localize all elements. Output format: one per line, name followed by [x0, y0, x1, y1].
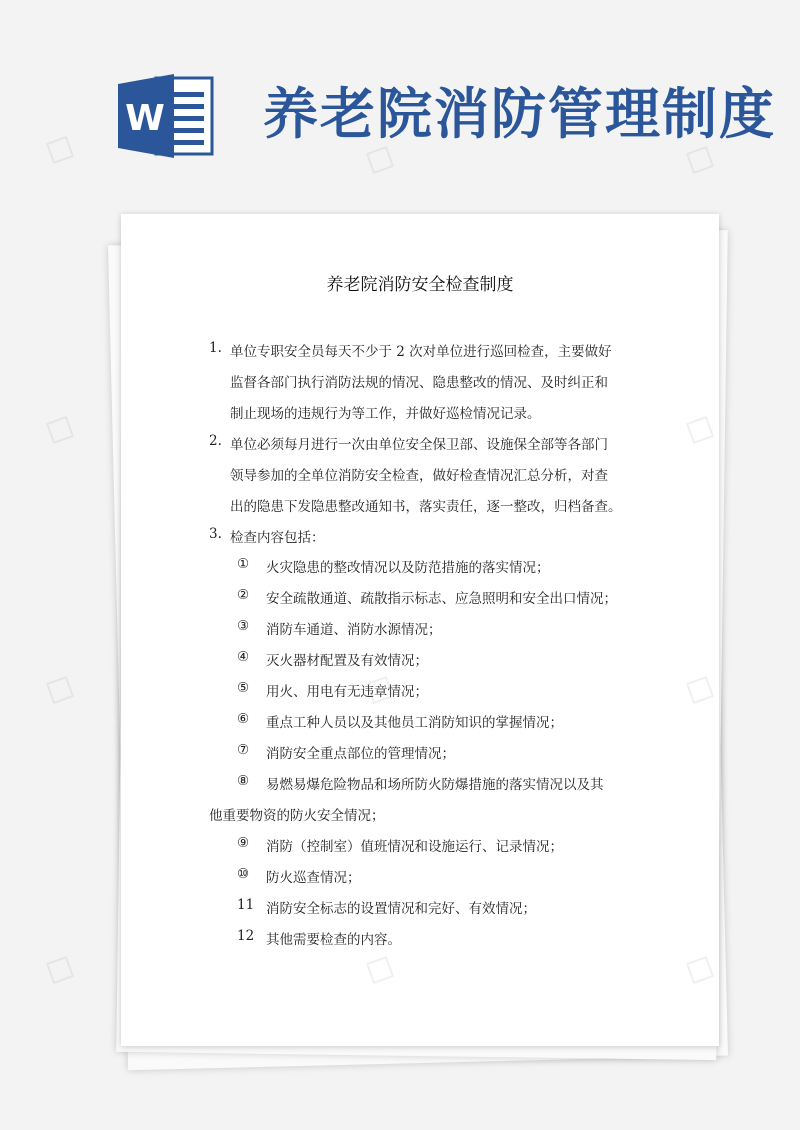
- subitem-mark: ⑥: [237, 711, 250, 727]
- subitem-text: 灭火器材配置及有效情况；: [266, 653, 428, 669]
- item-text-line: 单位必须每月进行一次由单位安全保卫部、设施保全部等各部门: [230, 437, 608, 453]
- item-text-line: 出的隐患下发隐患整改通知书，落实责任，逐一整改，归档备查。: [230, 499, 622, 515]
- subitem-mark: ②: [237, 587, 250, 603]
- subitem-text: 防火巡查情况；: [266, 870, 361, 886]
- subitem-text: 火灾隐患的整改情况以及防范措施的落实情况；: [266, 560, 550, 576]
- item-text-line: 监督各部门执行消防法规的情况、隐患整改的情况、及时纠正和: [230, 375, 608, 391]
- subitem-mark: ⑧: [237, 773, 250, 789]
- subitem-mark: ⑤: [237, 680, 250, 696]
- subitem-text: 消防车通道、消防水源情况；: [266, 622, 442, 638]
- subitem-mark: ①: [237, 556, 250, 572]
- item-number: 3.: [209, 526, 222, 542]
- banner-title: 养老院消防管理制度: [263, 82, 777, 146]
- subitem-text: 消防安全标志的设置情况和完好、有效情况；: [266, 901, 536, 917]
- subitem-text: 易燃易爆危险物品和场所防火防爆措施的落实情况以及其: [266, 777, 604, 793]
- item-number: 2.: [209, 433, 222, 449]
- subitem-mark: 12: [237, 928, 255, 944]
- subitem-mark: ⑨: [237, 835, 250, 851]
- document-title: 养老院消防安全检查制度: [326, 275, 514, 295]
- item-text-line: 制止现场的违规行为等工作，并做好巡检情况记录。: [230, 406, 541, 422]
- item-text-line: 领导参加的全单位消防安全检查，做好检查情况汇总分析，对查: [230, 468, 608, 484]
- item-text-line: 单位专职安全员每天不少于 2 次对单位进行巡回检查，主要做好: [230, 344, 612, 360]
- subitem-text-continuation: 他重要物资的防火安全情况；: [209, 808, 385, 824]
- subitem-text: 重点工种人员以及其他员工消防知识的掌握情况；: [266, 715, 563, 731]
- subitem-text: 用火、用电有无违章情况；: [266, 684, 428, 700]
- subitem-text: 消防安全重点部位的管理情况；: [266, 746, 455, 762]
- subitem-mark: ③: [237, 618, 250, 634]
- subitem-mark: ⑦: [237, 742, 250, 758]
- item-text-line: 检查内容包括：: [230, 530, 325, 546]
- subitem-text: 消防（控制室）值班情况和设施运行、记录情况；: [266, 839, 563, 855]
- subitem-text: 安全疏散通道、疏散指示标志、应急照明和安全出口情况；: [266, 591, 617, 607]
- subitem-mark: 11: [237, 897, 255, 913]
- item-number: 1.: [209, 340, 222, 356]
- subitem-mark: ⑩: [237, 866, 250, 882]
- subitem-mark: ④: [237, 649, 250, 665]
- svg-text:W: W: [125, 98, 165, 139]
- subitem-text: 其他需要检查的内容。: [266, 932, 401, 948]
